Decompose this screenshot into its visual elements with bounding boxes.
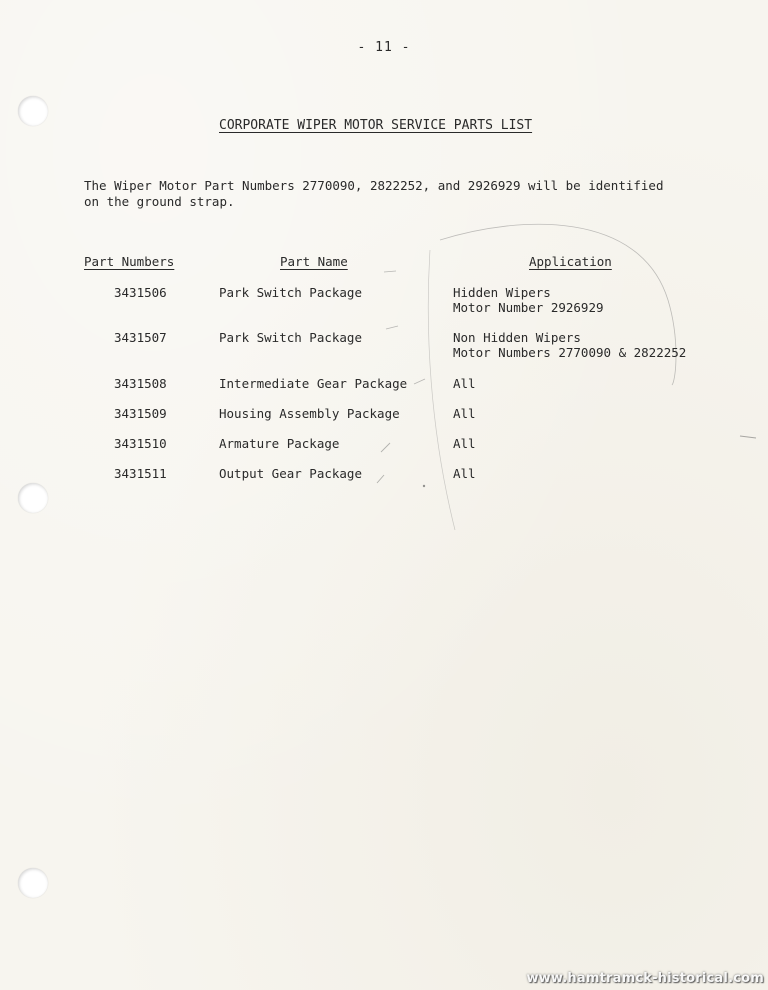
document-title: CORPORATE WIPER MOTOR SERVICE PARTS LIST xyxy=(219,118,533,133)
punch-hole-middle xyxy=(18,483,48,513)
application-line: Non Hidden Wipers xyxy=(453,330,581,345)
header-part-name: Part Name xyxy=(280,254,348,269)
part-name: Park Switch Package xyxy=(219,285,362,300)
part-number: 3431511 xyxy=(114,466,167,481)
application-line: Motor Number 2926929 xyxy=(453,300,604,315)
application-line: Motor Numbers 2770090 & 2822252 xyxy=(453,345,687,360)
part-name: Armature Package xyxy=(219,436,340,451)
header-part-numbers: Part Numbers xyxy=(84,254,175,269)
intro-paragraph xyxy=(84,178,704,210)
application-line: Hidden Wipers xyxy=(453,285,551,300)
part-name: Output Gear Package xyxy=(219,466,362,481)
part-number: 3431507 xyxy=(114,330,167,345)
part-name: Housing Assembly Package xyxy=(219,406,400,421)
application: All xyxy=(453,436,476,451)
part-number: 3431510 xyxy=(114,436,167,451)
watermark: www.hamtramck-historical.com xyxy=(526,971,764,986)
part-number: 3431508 xyxy=(114,376,167,391)
part-number: 3431506 xyxy=(114,285,167,300)
page-number: - 11 - xyxy=(357,40,411,55)
part-number: 3431509 xyxy=(114,406,167,421)
punch-hole-top xyxy=(18,96,48,126)
application xyxy=(453,285,604,315)
punch-hole-bottom xyxy=(18,868,48,898)
application xyxy=(453,330,686,360)
intro-line: The Wiper Motor Part Numbers 2770090, 2822252, and 2926929 will be identified xyxy=(84,178,664,193)
header-application: Application xyxy=(529,254,612,269)
application: All xyxy=(453,406,476,421)
application: All xyxy=(453,466,476,481)
application: All xyxy=(453,376,476,391)
part-name: Intermediate Gear Package xyxy=(219,376,408,391)
intro-line: on the ground strap. xyxy=(84,194,235,209)
part-name: Park Switch Package xyxy=(219,330,362,345)
